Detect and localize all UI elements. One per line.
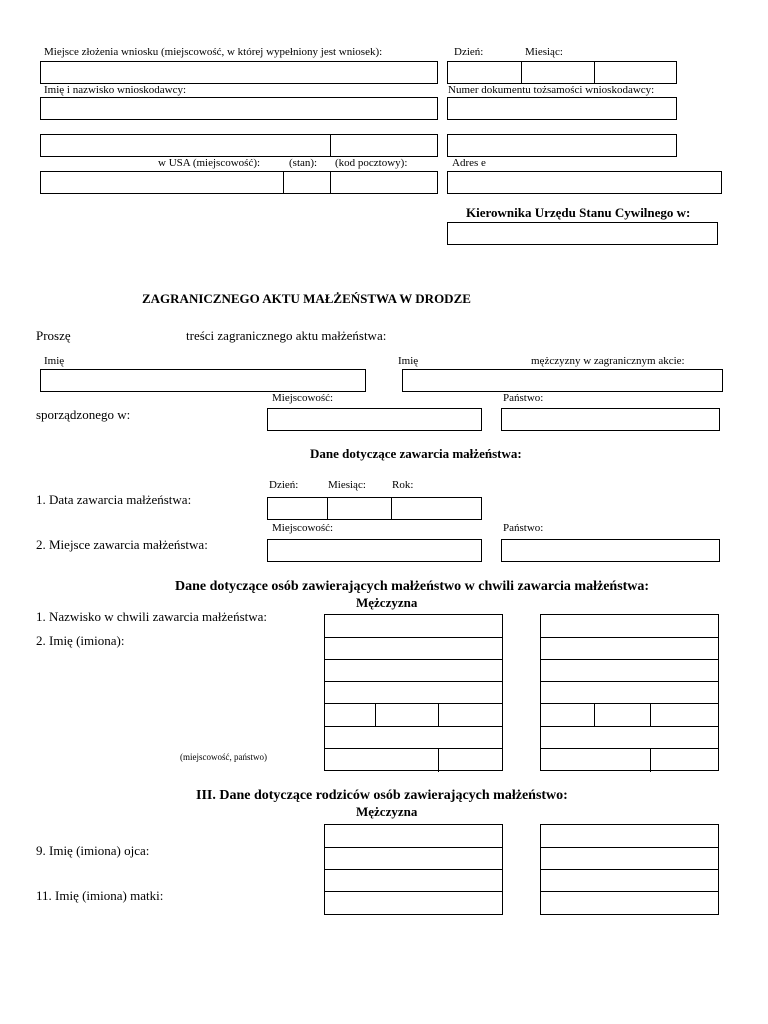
marriage-locality-field[interactable] <box>267 539 482 562</box>
woman-field-3[interactable] <box>541 660 718 682</box>
act-locality-field[interactable] <box>267 408 482 431</box>
request-label: Proszę <box>36 328 71 343</box>
state-label: (stan): <box>289 157 318 169</box>
act-country-field[interactable] <box>501 408 720 431</box>
page-title: ZAGRANICZNEGO AKTU MAŁŻEŃSTWA W DRODZE <box>142 291 471 306</box>
man-birth-date-field[interactable] <box>325 704 502 727</box>
usa-address-field[interactable] <box>40 171 438 194</box>
woman-parents-grid[interactable] <box>540 824 719 915</box>
woman-birth-date-field[interactable] <box>541 704 718 727</box>
woman-first-names-field[interactable] <box>541 637 718 660</box>
man-mother-name-field[interactable] <box>325 892 502 916</box>
man-parents-grid[interactable] <box>324 824 503 915</box>
mother-name-label: 11. Imię (imiona) matki: <box>36 888 164 903</box>
marriage-country-field[interactable] <box>501 539 720 562</box>
father-name-label: 9. Imię (imiona) ojca: <box>36 843 150 858</box>
woman-birth-place-field[interactable] <box>541 749 718 772</box>
parents-heading: III. Dane dotyczące rodziców osób zawierających małżeństwo: <box>196 788 568 803</box>
marriage-place-label: 2. Miejsce zawarcia małżeństwa: <box>36 537 208 552</box>
month-label: Miesiąc: <box>525 46 563 58</box>
woman-field-6[interactable] <box>541 727 718 749</box>
usa-locality-label: w USA (miejscowość): <box>158 157 261 169</box>
id-document-label: Numer dokumentu tożsamości wnioskodawcy: <box>448 84 655 96</box>
man-in-act-label: mężczyzny w zagranicznym akcie: <box>531 355 685 367</box>
woman-parent-field-3[interactable] <box>541 870 718 892</box>
locality-label: Miejscowość: <box>272 392 334 404</box>
marriage-country-label: Państwo: <box>503 522 544 534</box>
man-first-names-field[interactable] <box>325 637 502 660</box>
id-document-field[interactable] <box>447 97 677 120</box>
id-document-extra-field[interactable] <box>447 134 677 157</box>
first-name-field-1[interactable] <box>40 369 366 392</box>
marriage-date-label: 1. Data zawarcia małżeństwa: <box>36 492 192 507</box>
man-data-grid[interactable] <box>324 614 503 771</box>
man-birth-place-field[interactable] <box>325 749 502 772</box>
act-content-label: treści zagranicznego aktu małżeństwa: <box>186 328 387 343</box>
day-label: Dzień: <box>454 46 484 58</box>
first-name-label-1: Imię <box>44 355 65 367</box>
man-surname-field[interactable] <box>325 615 502 638</box>
application-date-field[interactable] <box>447 61 677 84</box>
marriage-month-label: Miesiąc: <box>328 479 366 491</box>
first-name-field-2[interactable] <box>402 369 723 392</box>
woman-field-4[interactable] <box>541 682 718 704</box>
man-parent-field-3[interactable] <box>325 870 502 892</box>
man-father-name-field[interactable] <box>325 847 502 870</box>
woman-father-name-field[interactable] <box>541 847 718 870</box>
surname-label: 1. Nazwisko w chwili zawarcia małżeństwa: <box>36 609 268 624</box>
persons-heading: Dane dotyczące osób zawierających małżeństwo w chwili zawarcia małżeństwa: <box>175 579 650 594</box>
marriage-heading: Dane dotyczące zawarcia małżeństwa: <box>310 446 522 461</box>
place-note-label: (miejscowość, państwo) <box>180 752 267 762</box>
persons-man-label: Mężczyzna <box>356 595 418 610</box>
marriage-locality-label: Miejscowość: <box>272 522 334 534</box>
woman-surname-field[interactable] <box>541 615 718 638</box>
marriage-day-label: Dzień: <box>269 479 299 491</box>
application-place-field[interactable] <box>40 61 438 84</box>
country-label: Państwo: <box>503 392 544 404</box>
application-place-label: Miejsce złożenia wniosku (miejscowość, w której wypełniony jest wniosek): <box>44 46 383 58</box>
man-field-6[interactable] <box>325 727 502 749</box>
drawn-up-in-label: sporządzonego w: <box>36 407 131 422</box>
zip-code-label: (kod pocztowy): <box>335 157 408 169</box>
applicant-name-label: Imię i nazwisko wnioskodawcy: <box>44 84 187 96</box>
email-field[interactable] <box>447 171 722 194</box>
registry-office-field[interactable] <box>447 222 718 245</box>
man-parent-field-1[interactable] <box>325 825 502 848</box>
marriage-date-field[interactable] <box>267 497 482 520</box>
applicant-name-field[interactable] <box>40 97 438 120</box>
first-names-label: 2. Imię (imiona): <box>36 633 125 648</box>
woman-parent-field-1[interactable] <box>541 825 718 848</box>
email-label: Adres e <box>452 157 486 169</box>
marriage-year-label: Rok: <box>392 479 414 491</box>
first-name-label-2: Imię <box>398 355 419 367</box>
woman-mother-name-field[interactable] <box>541 892 718 916</box>
address-line-field[interactable] <box>40 134 438 157</box>
man-field-4[interactable] <box>325 682 502 704</box>
parents-man-label: Mężczyzna <box>356 804 418 819</box>
man-field-3[interactable] <box>325 660 502 682</box>
woman-data-grid[interactable] <box>540 614 719 771</box>
registry-office-label: Kierownika Urzędu Stanu Cywilnego w: <box>466 205 691 220</box>
